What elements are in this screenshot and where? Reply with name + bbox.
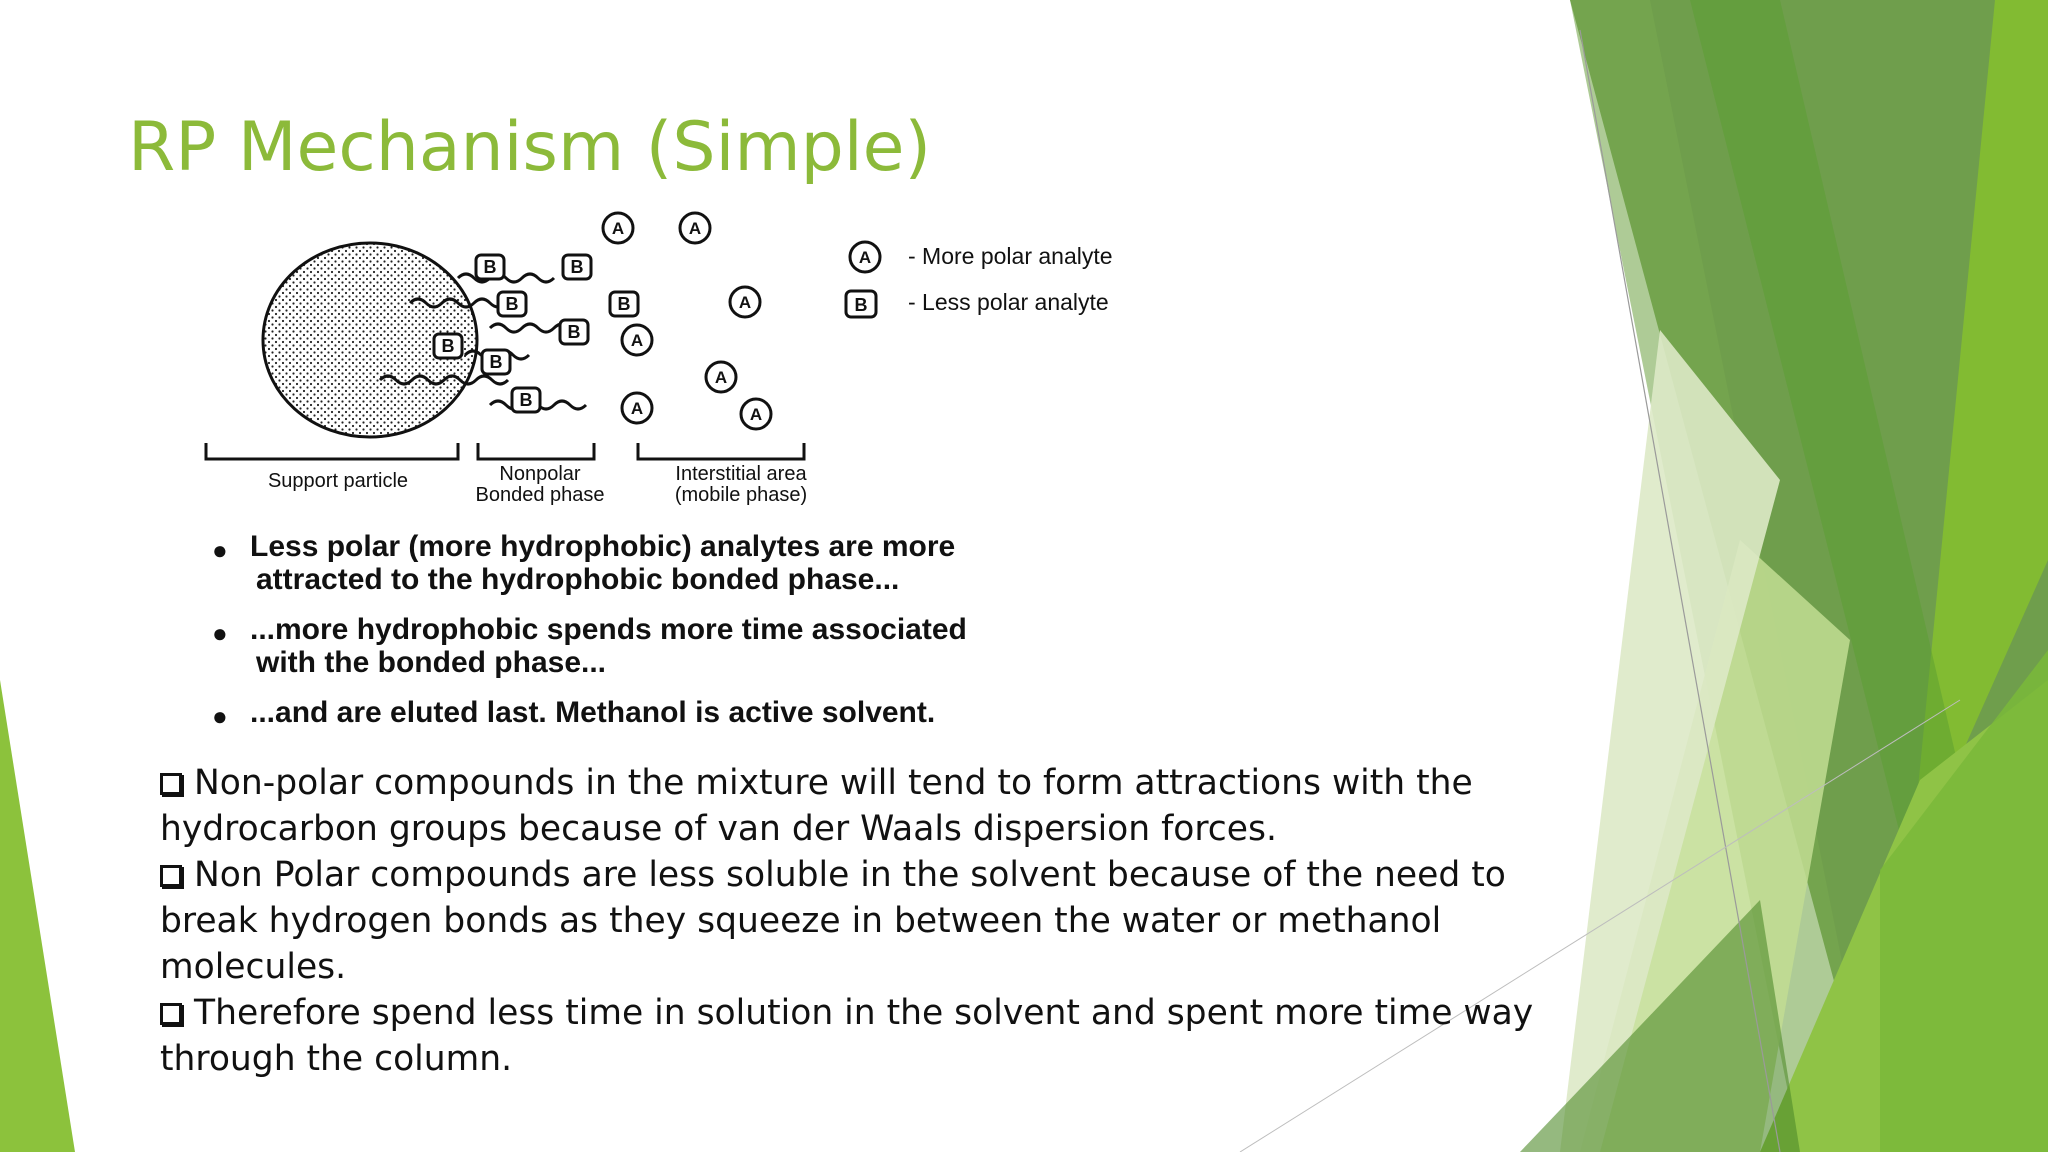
figure-bullet-line: with the bonded phase... — [256, 646, 607, 679]
label-interstitial-line1: Interstitial area — [675, 463, 807, 485]
slide-title: RP Mechanism (Simple) — [128, 108, 932, 187]
figure-bullet-line: Less polar (more hydrophobic) analytes are more — [250, 530, 956, 563]
label-bonded-phase-line2: Bonded phase — [475, 484, 605, 506]
body-paragraph — [160, 760, 1580, 852]
body-paragraph-text: Non Polar compounds are less soluble in the solvent because of the need to break hydrogen bonds as they squeeze in between the water or methanol molecules. — [160, 855, 1506, 987]
body-paragraph-text: Therefore spend less time in solution in the solvent and spent more time way through the column. — [160, 993, 1534, 1079]
figure-bullet-line: ...and are eluted last. Methanol is active solvent. — [250, 696, 936, 729]
label-bonded-phase-line1: Nonpolar — [499, 463, 581, 485]
figure-bullet — [210, 696, 1210, 729]
marker-a: A — [714, 368, 728, 387]
body-paragraph-text: Non-polar compounds in the mixture will tend to form attractions with the hydrocarbon groups because of van der Waals dispersion forces. — [160, 763, 1473, 849]
legend-more-polar: - More polar analyte — [908, 243, 1113, 269]
region-brackets — [206, 443, 804, 459]
bullet-dot-icon: ● — [212, 618, 228, 648]
marker-b: B — [489, 352, 503, 372]
marker-b: B — [617, 294, 631, 314]
rp-mechanism-figure — [190, 200, 1230, 745]
marker-a: A — [611, 219, 625, 238]
figure-bullet-line: ...more hydrophobic spends more time associated — [250, 613, 967, 646]
label-support-particle: Support particle — [267, 470, 409, 492]
marker-a: A — [688, 219, 702, 238]
legend-marker-b: B — [854, 295, 868, 315]
left-decoration — [0, 680, 75, 1152]
marker-b: B — [570, 257, 584, 277]
checkbox-bullet-icon — [160, 865, 182, 887]
marker-b: B — [519, 390, 533, 410]
marker-b: B — [505, 294, 519, 314]
slide-body — [160, 760, 1580, 1082]
checkbox-bullet-icon — [160, 1003, 182, 1025]
more-polar-analyte-markers — [603, 213, 771, 429]
marker-b: B — [567, 322, 581, 342]
diagram-legend — [846, 242, 1113, 317]
label-interstitial-line2: (mobile phase) — [674, 484, 808, 506]
checkbox-bullet-icon — [160, 773, 182, 795]
legend-less-polar: - Less polar analyte — [908, 289, 1109, 315]
figure-bullet-line: attracted to the hydrophobic bonded phase... — [256, 563, 900, 596]
body-paragraph — [160, 852, 1580, 990]
bullet-dot-icon: ● — [212, 701, 228, 731]
marker-b: B — [441, 336, 455, 356]
marker-a: A — [630, 331, 644, 350]
figure-bullet — [210, 613, 1210, 679]
marker-a: A — [630, 399, 644, 418]
legend-marker-a: A — [858, 248, 872, 267]
marker-a: A — [738, 293, 752, 312]
figure-bullet-list — [210, 530, 1210, 746]
body-paragraph — [160, 990, 1580, 1082]
marker-b: B — [483, 257, 497, 277]
figure-bullet — [210, 530, 1210, 596]
marker-a: A — [749, 405, 763, 424]
bullet-dot-icon: ● — [212, 535, 228, 565]
